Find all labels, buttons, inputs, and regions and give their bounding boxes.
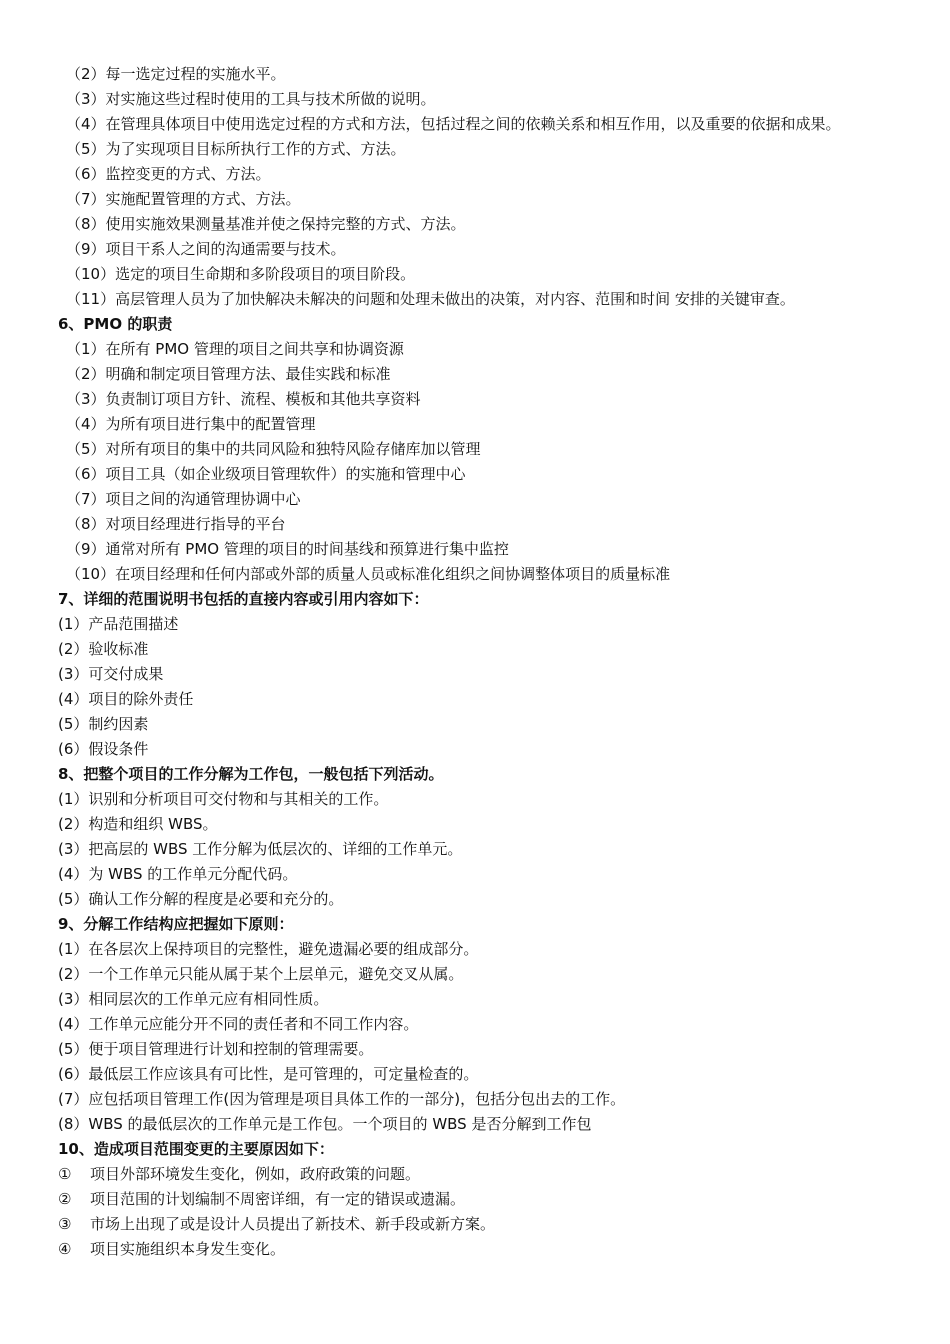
list-item-text: 项目外部环境发生变化，例如，政府政策的问题。: [90, 1165, 421, 1183]
list-item: (7）应包括项目管理工作(因为管理是项目具体工作的一部分)，包括分包出去的工作。: [58, 1090, 626, 1108]
list-item: (2）构造和组织 WBS。: [58, 815, 218, 833]
list-item: （8）使用实施效果测量基准并使之保持完整的方式、方法。: [66, 215, 466, 233]
list-item: （9）项目干系人之间的沟通需要与技术。: [66, 240, 346, 258]
list-item: （11）高层管理人员为了加快解决未解决的问题和处理未做出的决策，对内容、范围和时间 安排的关键审查。: [66, 290, 795, 308]
list-item: (1）产品范围描述: [58, 615, 179, 633]
list-marker: ③: [58, 1215, 72, 1233]
list-item: （7）实施配置管理的方式、方法。: [66, 190, 301, 208]
list-item: (2）验收标准: [58, 640, 149, 658]
list-item: (2）一个工作单元只能从属于某个上层单元，避免交叉从属。: [58, 965, 464, 983]
list-item: （5）对所有项目的集中的共同风险和独特风险存储库加以管理: [66, 440, 481, 458]
list-item-text: 项目实施组织本身发生变化。: [90, 1240, 286, 1258]
list-item: （3）对实施这些过程时使用的工具与技术所做的说明。: [66, 90, 436, 108]
list-item: [58, 1237, 898, 1262]
list-item: (1）识别和分析项目可交付物和与其相关的工作。: [58, 790, 389, 808]
list-item: (4）项目的除外责任: [58, 690, 194, 708]
list-item: [58, 1187, 898, 1212]
list-item: (6）假设条件: [58, 740, 149, 758]
list-item: （1）在所有 PMO 管理的项目之间共享和协调资源: [66, 340, 404, 358]
list-item: (5）制约因素: [58, 715, 149, 733]
list-item: （4）为所有项目进行集中的配置管理: [66, 415, 316, 433]
list-item: （3）负责制订项目方针、流程、模板和其他共享资料: [66, 390, 421, 408]
list-item: （7）项目之间的沟通管理协调中心: [66, 490, 301, 508]
list-item: (6）最低层工作应该具有可比性，是可管理的，可定量检查的。: [58, 1065, 479, 1083]
list-item: （4）在管理具体项目中使用选定过程的方式和方法，包括过程之间的依赖关系和相互作用，以及重要的依据和成果。: [66, 115, 841, 133]
list-item: (8）WBS 的最低层次的工作单元是工作包。一个项目的 WBS 是否分解到工作包: [58, 1115, 592, 1133]
list-item: （10）在项目经理和任何内部或外部的质量人员或标准化组织之间协调整体项目的质量标准: [66, 565, 671, 583]
list-item: （5）为了实现项目目标所执行工作的方式、方法。: [66, 140, 406, 158]
section-heading-10: 10、造成项目范围变更的主要原因如下：: [58, 1140, 334, 1158]
list-item: (5）便于项目管理进行计划和控制的管理需要。: [58, 1040, 374, 1058]
list-item: (3）可交付成果: [58, 665, 164, 683]
list-marker: ②: [58, 1190, 72, 1208]
list-item: [58, 1162, 898, 1187]
list-item-text: 市场上出现了或是设计人员提出了新技术、新手段或新方案。: [90, 1215, 496, 1233]
list-marker: ④: [58, 1240, 72, 1258]
list-item: [58, 1212, 898, 1237]
section-heading-7: 7、详细的范围说明书包括的直接内容或引用内容如下：: [58, 590, 429, 608]
list-item: （9）通常对所有 PMO 管理的项目的时间基线和预算进行集中监控: [66, 540, 509, 558]
list-item: (4）工作单元应能分开不同的责任者和不同工作内容。: [58, 1015, 419, 1033]
list-item: （10）选定的项目生命期和多阶段项目的项目阶段。: [66, 265, 416, 283]
list-item: (3）相同层次的工作单元应有相同性质。: [58, 990, 329, 1008]
section-heading-6: 6、PMO 的职责: [58, 315, 173, 333]
section-heading-8: 8、把整个项目的工作分解为工作包，一般包括下列活动。: [58, 765, 444, 783]
list-item: （2）明确和制定项目管理方法、最佳实践和标准: [66, 365, 391, 383]
list-item: （6）项目工具（如企业级项目管理软件）的实施和管理中心: [66, 465, 466, 483]
list-item: （6）监控变更的方式、方法。: [66, 165, 271, 183]
section-heading-9: 9、分解工作结构应把握如下原则：: [58, 915, 294, 933]
list-item: (3）把高层的 WBS 工作分解为低层次的、详细的工作单元。: [58, 840, 463, 858]
list-item: （8）对项目经理进行指导的平台: [66, 515, 286, 533]
document-page: [58, 62, 898, 1262]
list-item-text: 项目范围的计划编制不周密详细，有一定的错误或遗漏。: [90, 1190, 466, 1208]
list-marker: ①: [58, 1165, 72, 1183]
list-item: (5）确认工作分解的程度是必要和充分的。: [58, 890, 344, 908]
list-item: （2）每一选定过程的实施水平。: [66, 65, 286, 83]
list-item: (4）为 WBS 的工作单元分配代码。: [58, 865, 298, 883]
list-item: (1）在各层次上保持项目的完整性，避免遗漏必要的组成部分。: [58, 940, 479, 958]
